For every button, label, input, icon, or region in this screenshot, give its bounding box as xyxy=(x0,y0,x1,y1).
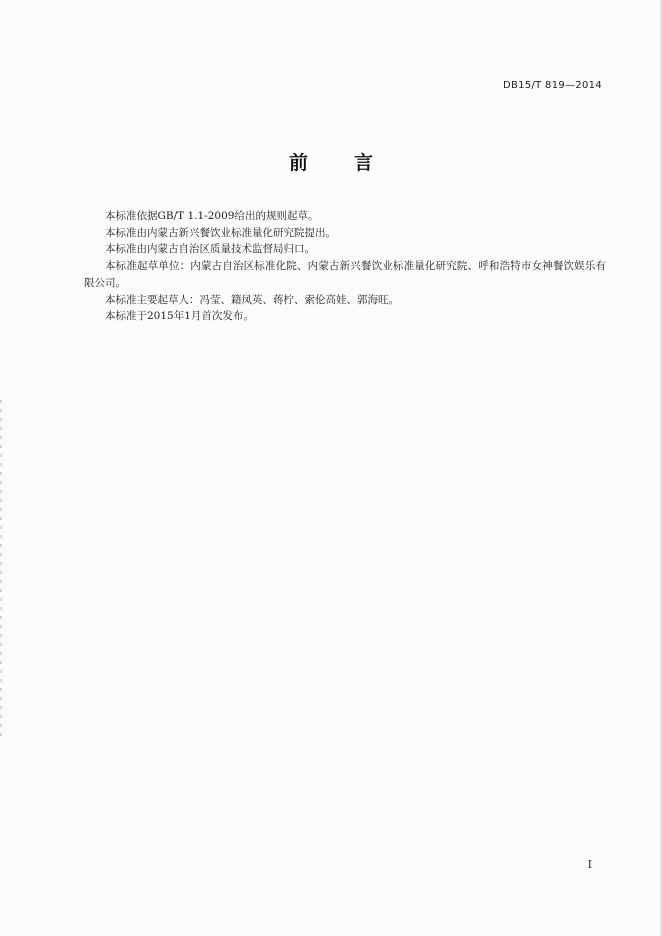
paragraph-drafters: 本标准主要起草人：冯莹、籍凤英、蒋柠、索伦高娃、郭海旺。 xyxy=(105,293,399,306)
paragraph-release: 本标准于2015年1月首次发布。 xyxy=(105,310,254,323)
paragraph-proposer: 本标准由内蒙古新兴餐饮业标准量化研究院提出。 xyxy=(105,226,336,239)
paragraph-administrator: 本标准由内蒙古自治区质量技术监督局归口。 xyxy=(105,243,315,256)
paragraph-drafting-rules: 本标准依据GB/T 1.1-2009给出的规则起草。 xyxy=(105,210,319,222)
standard-code: DB15/T 819—2014 xyxy=(503,80,602,91)
scan-edge-mark xyxy=(0,400,2,740)
page-title: 前言 xyxy=(288,152,419,174)
page-number: I xyxy=(587,858,592,871)
preface-body xyxy=(84,208,606,325)
paragraph-drafting-units: 本标准起草单位：内蒙古自治区标准化院、内蒙古新兴餐饮业标准量化研究院、呼和浩特市女神餐饮娱乐有限公司。 xyxy=(84,260,606,289)
